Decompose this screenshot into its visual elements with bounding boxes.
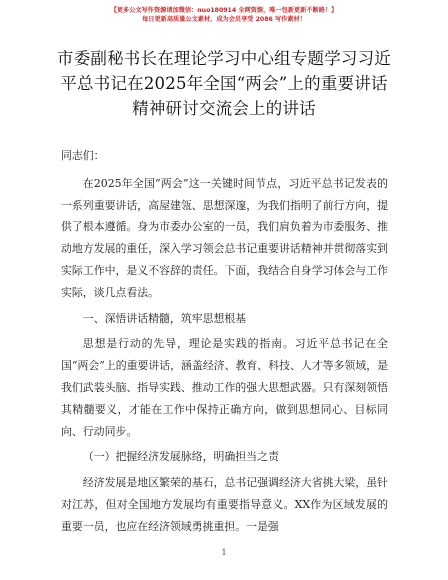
document-title bbox=[30, 46, 418, 121]
section-heading-1: 一、深悟讲话精髓，筑牢思想根基 bbox=[82, 311, 247, 325]
paragraph-section-1: 思想是行动的先导，理论是实践的指南。习近平总书记在全国“两会”上的重要讲话，涵盖经济、教育、科技、人才等多领域，是我们武装头脑、指导实践、推动工作的强大思想武器。只有深刻领悟其精髓要义，才能在工作中保持正确方向，做到思想同心、目标同向、行动同步。 bbox=[61, 337, 388, 438]
promo-banner-line-1: 【更多公文写作资源请加微信：nuo180914 全网资源，唯一包新更新不断路！】 bbox=[110, 7, 338, 14]
promo-banner-line-2: 每日更新高质量公文素材，成为会员享受 2086 写作素材！ bbox=[142, 16, 306, 23]
document-body bbox=[61, 145, 388, 542]
title-line-1: 市委副秘书长在理论学习中心组专题学习习近 bbox=[57, 49, 391, 68]
title-line-2: 平总书记在2025年全国“两会”上的重要讲话 bbox=[60, 74, 388, 93]
subsection-heading-1: （一）把握经济发展脉络，明确担当之责 bbox=[82, 450, 279, 464]
title-line-3: 精神研讨交流会上的讲话 bbox=[132, 99, 316, 118]
salutation: 同志们： bbox=[61, 149, 105, 162]
paragraph-intro: 在2025年全国“两会”这一关键时间节点，习近平总书记发表的一系列重要讲话，高屋建瓴、思想深邃，为我们指明了前行方向，提供了根本遵循。身为市委办公室的一员，我们肩负着为市委服务、推动地方发展的重任，深入学习领会总书记重要讲话精神并贯彻落实到实际工作中，是义不容辞的责任。下面，我结合自身学习体会与工作实际，谈几点看法。 bbox=[61, 176, 388, 299]
promo-banner bbox=[0, 6, 448, 24]
paragraph-subsection-1: 经济发展是地区繁荣的基石，总书记强调经济大省挑大梁，虽针对江苏，但对全国地方发展均有重要指导意义。XX作为区域发展的重要一员，也应在经济领域勇挑重担。一是强 bbox=[61, 476, 388, 533]
page-number: 1 bbox=[221, 548, 227, 557]
